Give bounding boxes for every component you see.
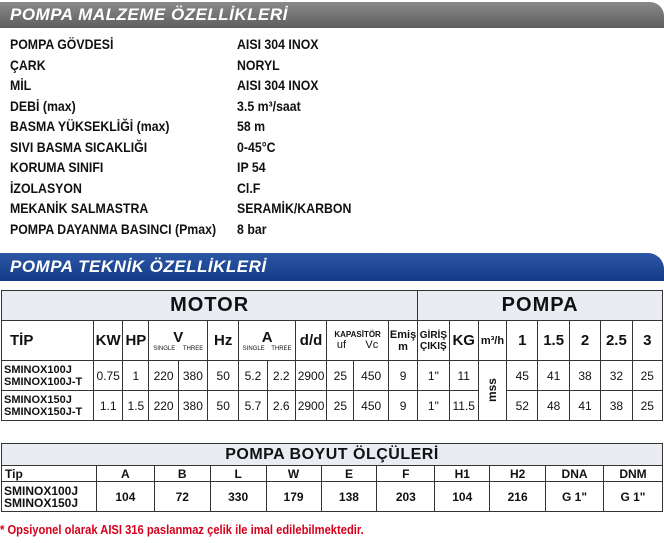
mss-cell bbox=[478, 361, 506, 421]
dim-value: 104 bbox=[435, 482, 490, 512]
material-key: POMPA GÖVDESİ bbox=[10, 36, 114, 52]
model-name: SMINOX150J bbox=[4, 393, 72, 406]
cell-kw: 0.75 bbox=[94, 361, 123, 391]
cell-hp: 1 bbox=[123, 361, 149, 391]
dimensions-title: POMPA BOYUT ÖLÇÜLERİ bbox=[2, 444, 663, 466]
cell-v-single: 220 bbox=[149, 391, 178, 421]
dim-value: 203 bbox=[377, 482, 435, 512]
material-value: 0-45°C bbox=[237, 138, 276, 155]
material-key: POMPA DAYANMA BASINCI (Pmax) bbox=[10, 220, 217, 237]
pompa-header: POMPA bbox=[418, 291, 663, 321]
cell-hp: 1.5 bbox=[123, 391, 149, 421]
pump-spec-table bbox=[1, 290, 663, 421]
technical-section-title: POMPA TEKNİK ÖZELLİKLERİ bbox=[10, 257, 267, 276]
material-key: MEKANİK SALMASTRA bbox=[10, 200, 149, 216]
cell-giris: 1" bbox=[418, 361, 449, 391]
dim-header: W bbox=[266, 466, 321, 482]
col-giris: GİRİŞ bbox=[419, 329, 447, 341]
dim-value: 72 bbox=[154, 482, 210, 512]
material-value: Cl.F bbox=[237, 179, 261, 196]
cell-v-three: 380 bbox=[178, 391, 207, 421]
col-emis bbox=[388, 321, 417, 361]
model-cell bbox=[2, 361, 94, 391]
model-cell bbox=[2, 482, 97, 512]
dim-header: H2 bbox=[490, 466, 546, 482]
dim-header: F bbox=[377, 466, 435, 482]
cell-hz: 50 bbox=[208, 361, 239, 391]
col-tip: TİP bbox=[2, 321, 94, 361]
dim-value: 179 bbox=[266, 482, 321, 512]
col-kap-label: KAPASİTÖR bbox=[334, 330, 381, 339]
dim-header: B bbox=[154, 466, 210, 482]
material-value: 58 m bbox=[237, 118, 266, 134]
cell-head: 25 bbox=[632, 391, 662, 421]
col-dd: d/d bbox=[295, 321, 326, 361]
material-value: AISI 304 INOX bbox=[237, 77, 319, 93]
dim-header: Tip bbox=[2, 466, 97, 482]
footnote: * Opsiyonel olarak AISI 316 paslanmaz çelik ile imal edilebilmektedir. bbox=[0, 522, 364, 537]
cell-head: 45 bbox=[507, 361, 538, 391]
col-v-label: V bbox=[173, 329, 184, 346]
col-kap-vc: Vc bbox=[365, 339, 379, 351]
dim-value: 330 bbox=[210, 482, 266, 512]
dim-value: 138 bbox=[321, 482, 377, 512]
cell-giris: 1" bbox=[418, 391, 449, 421]
cell-kg: 11.5 bbox=[449, 391, 478, 421]
material-key: DEBİ (max) bbox=[10, 97, 76, 114]
col-v-single: SINGLE bbox=[153, 346, 176, 352]
material-value: IP 54 bbox=[237, 159, 266, 175]
col-flow: 1.5 bbox=[538, 321, 569, 361]
cell-a-three: 2.2 bbox=[267, 361, 295, 391]
material-value: 3.5 m³/saat bbox=[237, 97, 301, 114]
col-flow: 2 bbox=[569, 321, 600, 361]
cell-uf: 25 bbox=[327, 361, 354, 391]
model-name: SMINOX150J-T bbox=[4, 405, 83, 418]
material-section-title: POMPA MALZEME ÖZELLİKLERİ bbox=[10, 5, 288, 24]
cell-a-single: 5.2 bbox=[239, 361, 267, 391]
material-key: SIVI BASMA SICAKLIĞI bbox=[10, 138, 148, 155]
cell-head: 32 bbox=[601, 361, 632, 391]
cell-head: 52 bbox=[507, 391, 538, 421]
col-a bbox=[239, 321, 295, 361]
model-cell bbox=[2, 391, 94, 421]
col-kg: KG bbox=[449, 321, 478, 361]
dim-value: G 1" bbox=[603, 482, 662, 512]
table-row bbox=[2, 391, 663, 421]
cell-head: 41 bbox=[569, 391, 600, 421]
material-key: MİL bbox=[10, 77, 32, 93]
col-m3h: m³/h bbox=[478, 321, 506, 361]
material-key: KORUMA SINIFI bbox=[10, 159, 104, 175]
cell-hz: 50 bbox=[208, 391, 239, 421]
col-v bbox=[149, 321, 208, 361]
col-cikis: ÇIKIŞ bbox=[420, 340, 447, 352]
cell-head: 38 bbox=[601, 391, 632, 421]
material-key: İZOLASYON bbox=[10, 179, 82, 196]
pump-dimensions-table bbox=[1, 443, 663, 512]
cell-emis: 9 bbox=[388, 361, 417, 391]
material-key: BASMA YÜKSEKLİĞİ (max) bbox=[10, 118, 170, 134]
table-row bbox=[2, 361, 663, 391]
material-value: SERAMİK/KARBON bbox=[237, 200, 352, 216]
col-emis-label: Emiş bbox=[389, 328, 417, 341]
col-flow: 2.5 bbox=[601, 321, 632, 361]
cell-emis: 9 bbox=[388, 391, 417, 421]
col-a-label: A bbox=[261, 329, 273, 346]
cell-head: 41 bbox=[538, 361, 569, 391]
material-value: NORYL bbox=[237, 56, 280, 73]
dim-header: E bbox=[321, 466, 377, 482]
cell-v-three: 380 bbox=[178, 361, 207, 391]
col-a-single: SINGLE bbox=[242, 346, 265, 352]
dim-header: A bbox=[96, 466, 154, 482]
mss-label: mss bbox=[485, 378, 500, 403]
material-key: ÇARK bbox=[10, 56, 46, 73]
col-hp: HP bbox=[123, 321, 149, 361]
col-flow: 1 bbox=[507, 321, 538, 361]
col-kw: KW bbox=[94, 321, 123, 361]
cell-a-single: 5.7 bbox=[239, 391, 267, 421]
col-hz: Hz bbox=[208, 321, 239, 361]
col-flow: 3 bbox=[632, 321, 662, 361]
cell-head: 25 bbox=[632, 361, 662, 391]
material-section-header bbox=[0, 0, 664, 30]
col-a-three: THREE bbox=[271, 346, 292, 352]
cell-uf: 25 bbox=[327, 391, 354, 421]
col-v-three: THREE bbox=[182, 346, 204, 352]
col-kapasitor bbox=[327, 321, 389, 361]
cell-v-single: 220 bbox=[149, 361, 178, 391]
cell-dd: 2900 bbox=[295, 361, 326, 391]
col-emis-unit: m bbox=[398, 340, 408, 353]
model-name: SMINOX100J-T bbox=[4, 375, 83, 388]
cell-vc: 450 bbox=[354, 391, 389, 421]
dim-header: DNM bbox=[603, 466, 662, 482]
dim-value: G 1" bbox=[546, 482, 604, 512]
cell-kg: 11 bbox=[449, 361, 478, 391]
technical-section-header bbox=[0, 253, 664, 281]
model-name: SMINOX100J bbox=[4, 483, 79, 498]
col-kap-uf: uf bbox=[336, 339, 347, 351]
material-value: AISI 304 INOX bbox=[237, 36, 319, 52]
dim-header: H1 bbox=[435, 466, 490, 482]
dim-header: L bbox=[210, 466, 266, 482]
table-row bbox=[2, 482, 663, 512]
dim-value: 104 bbox=[96, 482, 154, 512]
col-giris-cikis bbox=[418, 321, 449, 361]
cell-head: 38 bbox=[569, 361, 600, 391]
model-name: SMINOX100J bbox=[4, 363, 72, 376]
cell-dd: 2900 bbox=[295, 391, 326, 421]
cell-vc: 450 bbox=[354, 361, 389, 391]
cell-head: 48 bbox=[538, 391, 569, 421]
cell-a-three: 2.6 bbox=[267, 391, 295, 421]
dim-value: 216 bbox=[490, 482, 546, 512]
cell-kw: 1.1 bbox=[94, 391, 123, 421]
motor-header: MOTOR bbox=[2, 291, 418, 321]
material-value: 8 bar bbox=[237, 220, 267, 237]
model-name: SMINOX150J bbox=[4, 495, 79, 510]
dim-header: DNA bbox=[546, 466, 604, 482]
